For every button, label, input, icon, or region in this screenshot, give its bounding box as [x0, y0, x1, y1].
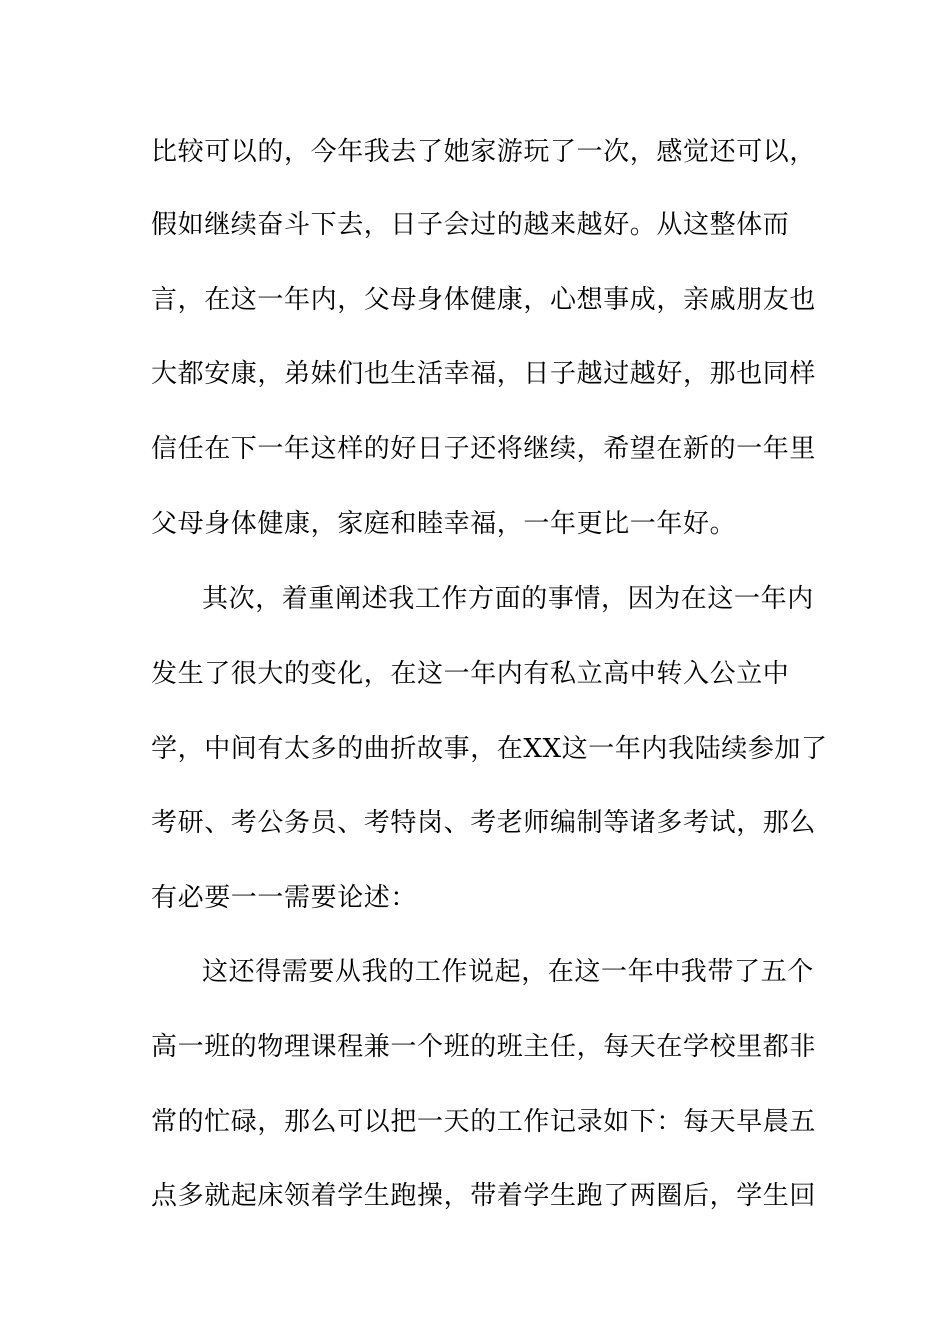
text-line: 学，中间有太多的曲折故事，在XX这一年内我陆续参加了: [151, 734, 828, 764]
text-line: 发生了很大的变化，在这一年内有私立高中转入公立中: [151, 659, 790, 689]
text-line: 高一班的物理课程兼一个班的班主任，每天在学校里都非: [151, 1032, 817, 1062]
text-line: 大都安康，弟妹们也生活幸福，日子越过越好，那也同样: [151, 359, 817, 389]
text-line: 比较可以的，今年我去了她家游玩了一次，感觉还可以，: [151, 137, 817, 167]
text-line: 常的忙碌，那么可以把一天的工作记录如下：每天早晨五: [151, 1107, 817, 1137]
text-line: 有必要一一需要论述：: [151, 883, 418, 913]
paragraph-start-line: 其次，着重阐述我工作方面的事情，因为在这一年内: [202, 584, 814, 614]
text-line: 考研、考公务员、考特岗、考老师编制等诸多考试，那么: [151, 808, 817, 838]
text-line: 信任在下一年这样的好日子还将继续，希望在新的一年里: [151, 434, 817, 464]
text-line: 父母身体健康，家庭和睦幸福，一年更比一年好。: [151, 509, 737, 539]
text-line: 言，在这一年内，父母身体健康，心想事成，亲戚朋友也: [151, 285, 817, 315]
text-line: 点多就起床领着学生跑操，带着学生跑了两圈后，学生回: [151, 1181, 817, 1211]
paragraph-start-line: 这还得需要从我的工作说起，在这一年中我带了五个: [202, 957, 814, 987]
text-line: 假如继续奋斗下去，日子会过的越来越好。从这整体而: [151, 210, 790, 240]
